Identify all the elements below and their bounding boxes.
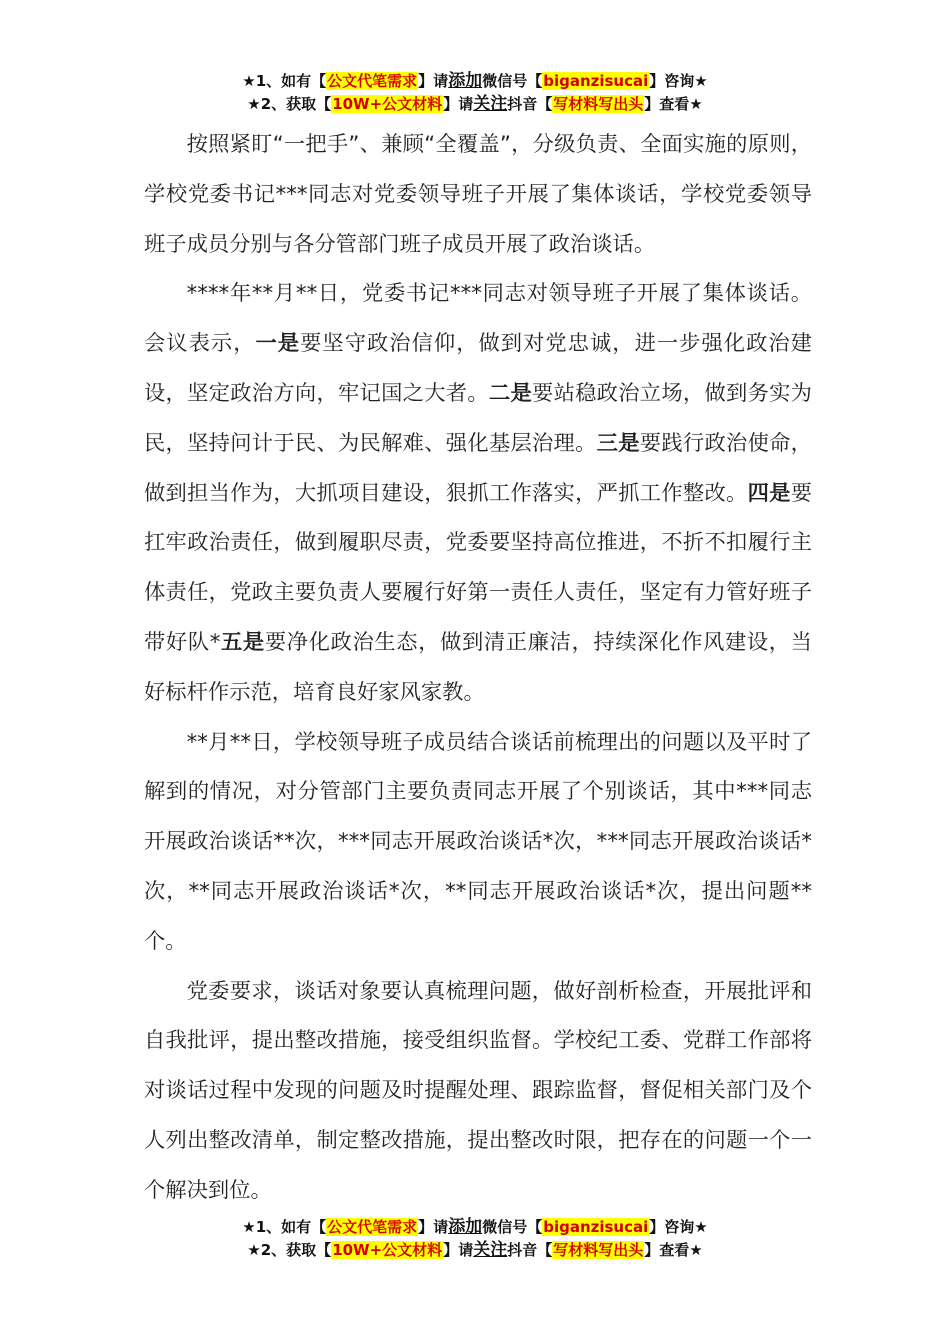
banner-emphasis: 添加 — [448, 71, 483, 91]
banner-text: 】请 — [443, 1241, 474, 1259]
banner-wechat-id: biganzisucai — [543, 72, 649, 90]
paragraph-1: 按照紧盯“一把手”、兼顾“全覆盖”，分级负责、全面实施的原则，学校党委书记***同志对党委领导班子开展了集体谈话，学校党委领导班子成员分别与各分管部门班子成员开展了政治谈话。 — [144, 132, 812, 257]
banner-text: ★2、获取【 — [247, 95, 332, 113]
banner-line-2 — [0, 1239, 950, 1262]
banner-highlight: 10W+公文材料 — [332, 95, 443, 113]
banner-text: 】咨询★ — [649, 72, 708, 90]
banner-line-1 — [0, 70, 950, 93]
paragraph-text: 要净化政治生态，做到清正廉洁，持续深化作风建设，当好标杆作示范，培育良好家风家教。 — [144, 629, 812, 705]
banner-text: 抖音【 — [507, 1241, 553, 1259]
paragraph-text: 要扛牢政治责任，做到履职尽责，党委要坚持高位推进，不折不扣履行主体责任，党政主要负责人要履行好第一责任人责任，坚定有力管好班子带好队* — [144, 480, 812, 655]
banner-douyin-id: 写材料写出头 — [553, 95, 644, 113]
banner-line-1 — [0, 1216, 950, 1239]
banner-text: 】请 — [443, 95, 474, 113]
banner-text: ★1、如有【 — [242, 1218, 327, 1236]
banner-line-2 — [0, 93, 950, 116]
header-banner — [0, 70, 950, 116]
bold-marker-4: 四是 — [747, 480, 791, 506]
bold-marker-1: 一是 — [255, 331, 301, 357]
banner-text: ★1、如有【 — [242, 72, 327, 90]
paragraph-text: 要践行政治使命，做到担当作为，大抓项目建设，狠抓工作落实，严抓工作整改。 — [144, 430, 812, 506]
bold-marker-3: 三是 — [596, 430, 640, 456]
paragraph-text: 要坚守政治信仰，做到对党忠诚，进一步强化政治建设，坚定政治方向，牢记国之大者。 — [144, 331, 812, 406]
banner-highlight: 公文代笔需求 — [327, 72, 418, 90]
paragraph-text: ****年**月**日，党委书记***同志对领导班子开展了集体谈话。会议表示， — [144, 281, 812, 357]
bold-marker-2: 二是 — [488, 380, 533, 406]
banner-douyin-id: 写材料写出头 — [553, 1241, 644, 1259]
paragraph-2 — [144, 269, 812, 717]
banner-text: 】查看★ — [644, 1241, 703, 1259]
banner-emphasis: 关注 — [473, 94, 508, 114]
banner-emphasis: 关注 — [473, 1240, 508, 1260]
banner-text: ★2、获取【 — [247, 1241, 332, 1259]
paragraph-4: 党委要求，谈话对象要认真梳理问题，做好剖析检查，开展批评和自我批评，提出整改措施，接受组织监督。学校纪工委、党群工作部将对谈话过程中发现的问题及时提醒处理、跟踪监督，督促相关部门及个人列出整改清单，制定整改措施，提出整改时限，把存在的问题一个一个解决到位。 — [144, 978, 812, 1203]
banner-highlight: 10W+公文材料 — [332, 1241, 443, 1259]
banner-text: 微信号【 — [482, 72, 543, 90]
banner-highlight: 公文代笔需求 — [327, 1218, 418, 1236]
footer-banner — [0, 1216, 950, 1262]
banner-text: 】请 — [418, 1218, 449, 1236]
banner-text: 抖音【 — [507, 95, 553, 113]
banner-text: 微信号【 — [482, 1218, 543, 1236]
banner-wechat-id: biganzisucai — [543, 1218, 649, 1236]
document-body — [144, 120, 812, 1216]
banner-emphasis: 添加 — [448, 1217, 483, 1237]
banner-text: 】咨询★ — [649, 1218, 708, 1236]
banner-text: 】查看★ — [644, 95, 703, 113]
bold-marker-5: 五是 — [220, 629, 265, 655]
banner-text: 】请 — [418, 72, 449, 90]
paragraph-3: **月**日，学校领导班子成员结合谈话前梳理出的问题以及平时了解到的情况，对分管部门主要负责同志开展了个别谈话，其中***同志开展政治谈话**次，***同志开展政治谈话*次，***同志开展政治谈话*次，**同志开展政治谈话*次，**同志开展政治谈话*次，提出问题**个。 — [144, 729, 812, 954]
paragraph-text: 要站稳政治立场，做到务实为民，坚持问计于民、为民解难、强化基层治理。 — [144, 380, 812, 456]
